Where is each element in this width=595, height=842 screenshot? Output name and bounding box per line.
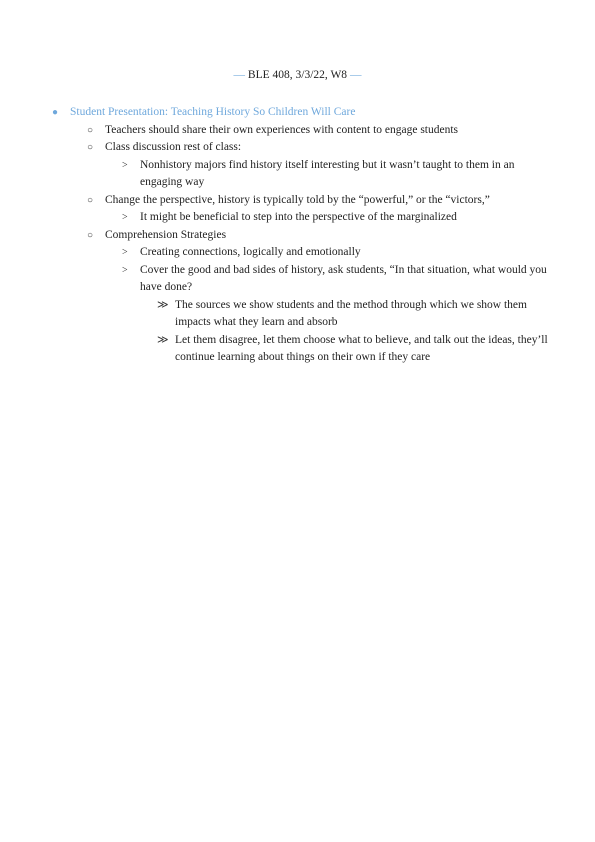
list-item bbox=[0, 157, 595, 192]
header-title: BLE 408, 3/3/22, W8 bbox=[247, 69, 348, 81]
header-dash-right: — bbox=[349, 69, 362, 81]
list-item-text: Nonhistory majors find history itself interesting but it wasn’t taught to them in an engaging way bbox=[140, 158, 515, 188]
list-item-text: Class discussion rest of class: bbox=[105, 141, 242, 153]
double-arrow-bullet-icon: ≫ bbox=[157, 298, 169, 311]
hollow-bullet-icon: ○ bbox=[87, 194, 94, 206]
list-item-text: Cover the good and bad sides of history, ask students, “In that situation, what would you have done? bbox=[140, 263, 547, 293]
list-item bbox=[0, 192, 595, 210]
header-dash-left: — bbox=[233, 69, 246, 81]
list-item-text: The sources we show students and the method through which we show them impacts what they learn and absorb bbox=[175, 298, 527, 328]
double-arrow-bullet-icon: ≫ bbox=[157, 333, 169, 346]
list-item bbox=[0, 227, 595, 245]
list-item bbox=[0, 262, 595, 297]
list-item-text: Teachers should share their own experiences with content to engage students bbox=[105, 123, 459, 136]
hollow-bullet-icon: ○ bbox=[87, 124, 94, 136]
arrow-bullet-icon: > bbox=[122, 212, 128, 223]
list-item-text: It might be beneficial to step into the perspective of the marginalized bbox=[140, 211, 457, 223]
arrow-bullet-icon: > bbox=[122, 247, 128, 258]
notes-list bbox=[0, 104, 595, 367]
presentation-title: Student Presentation: Teaching History So Children Will Care bbox=[70, 106, 356, 118]
list-item-text: Let them disagree, let them choose what to believe, and talk out the ideas, they’ll continue learning about things on their own if they care bbox=[175, 333, 548, 363]
list-item bbox=[0, 297, 595, 332]
list-item bbox=[0, 244, 595, 262]
list-item bbox=[0, 332, 595, 367]
list-item-text: Comprehension Strategies bbox=[105, 228, 227, 241]
list-item bbox=[0, 209, 595, 227]
arrow-bullet-icon: > bbox=[122, 159, 128, 171]
hollow-bullet-icon: ○ bbox=[87, 229, 94, 241]
arrow-bullet-icon: > bbox=[122, 264, 128, 276]
list-item bbox=[0, 122, 595, 140]
list-item-text: Creating connections, logically and emotionally bbox=[140, 246, 361, 258]
list-item-text: Change the perspective, history is typically told by the “powerful,” or the “victors,” bbox=[105, 193, 490, 206]
presentation-heading-item bbox=[0, 104, 595, 122]
list-item bbox=[0, 139, 595, 157]
filled-bullet-icon: ● bbox=[52, 107, 59, 118]
page-header bbox=[0, 69, 595, 81]
hollow-bullet-icon: ○ bbox=[87, 142, 94, 153]
